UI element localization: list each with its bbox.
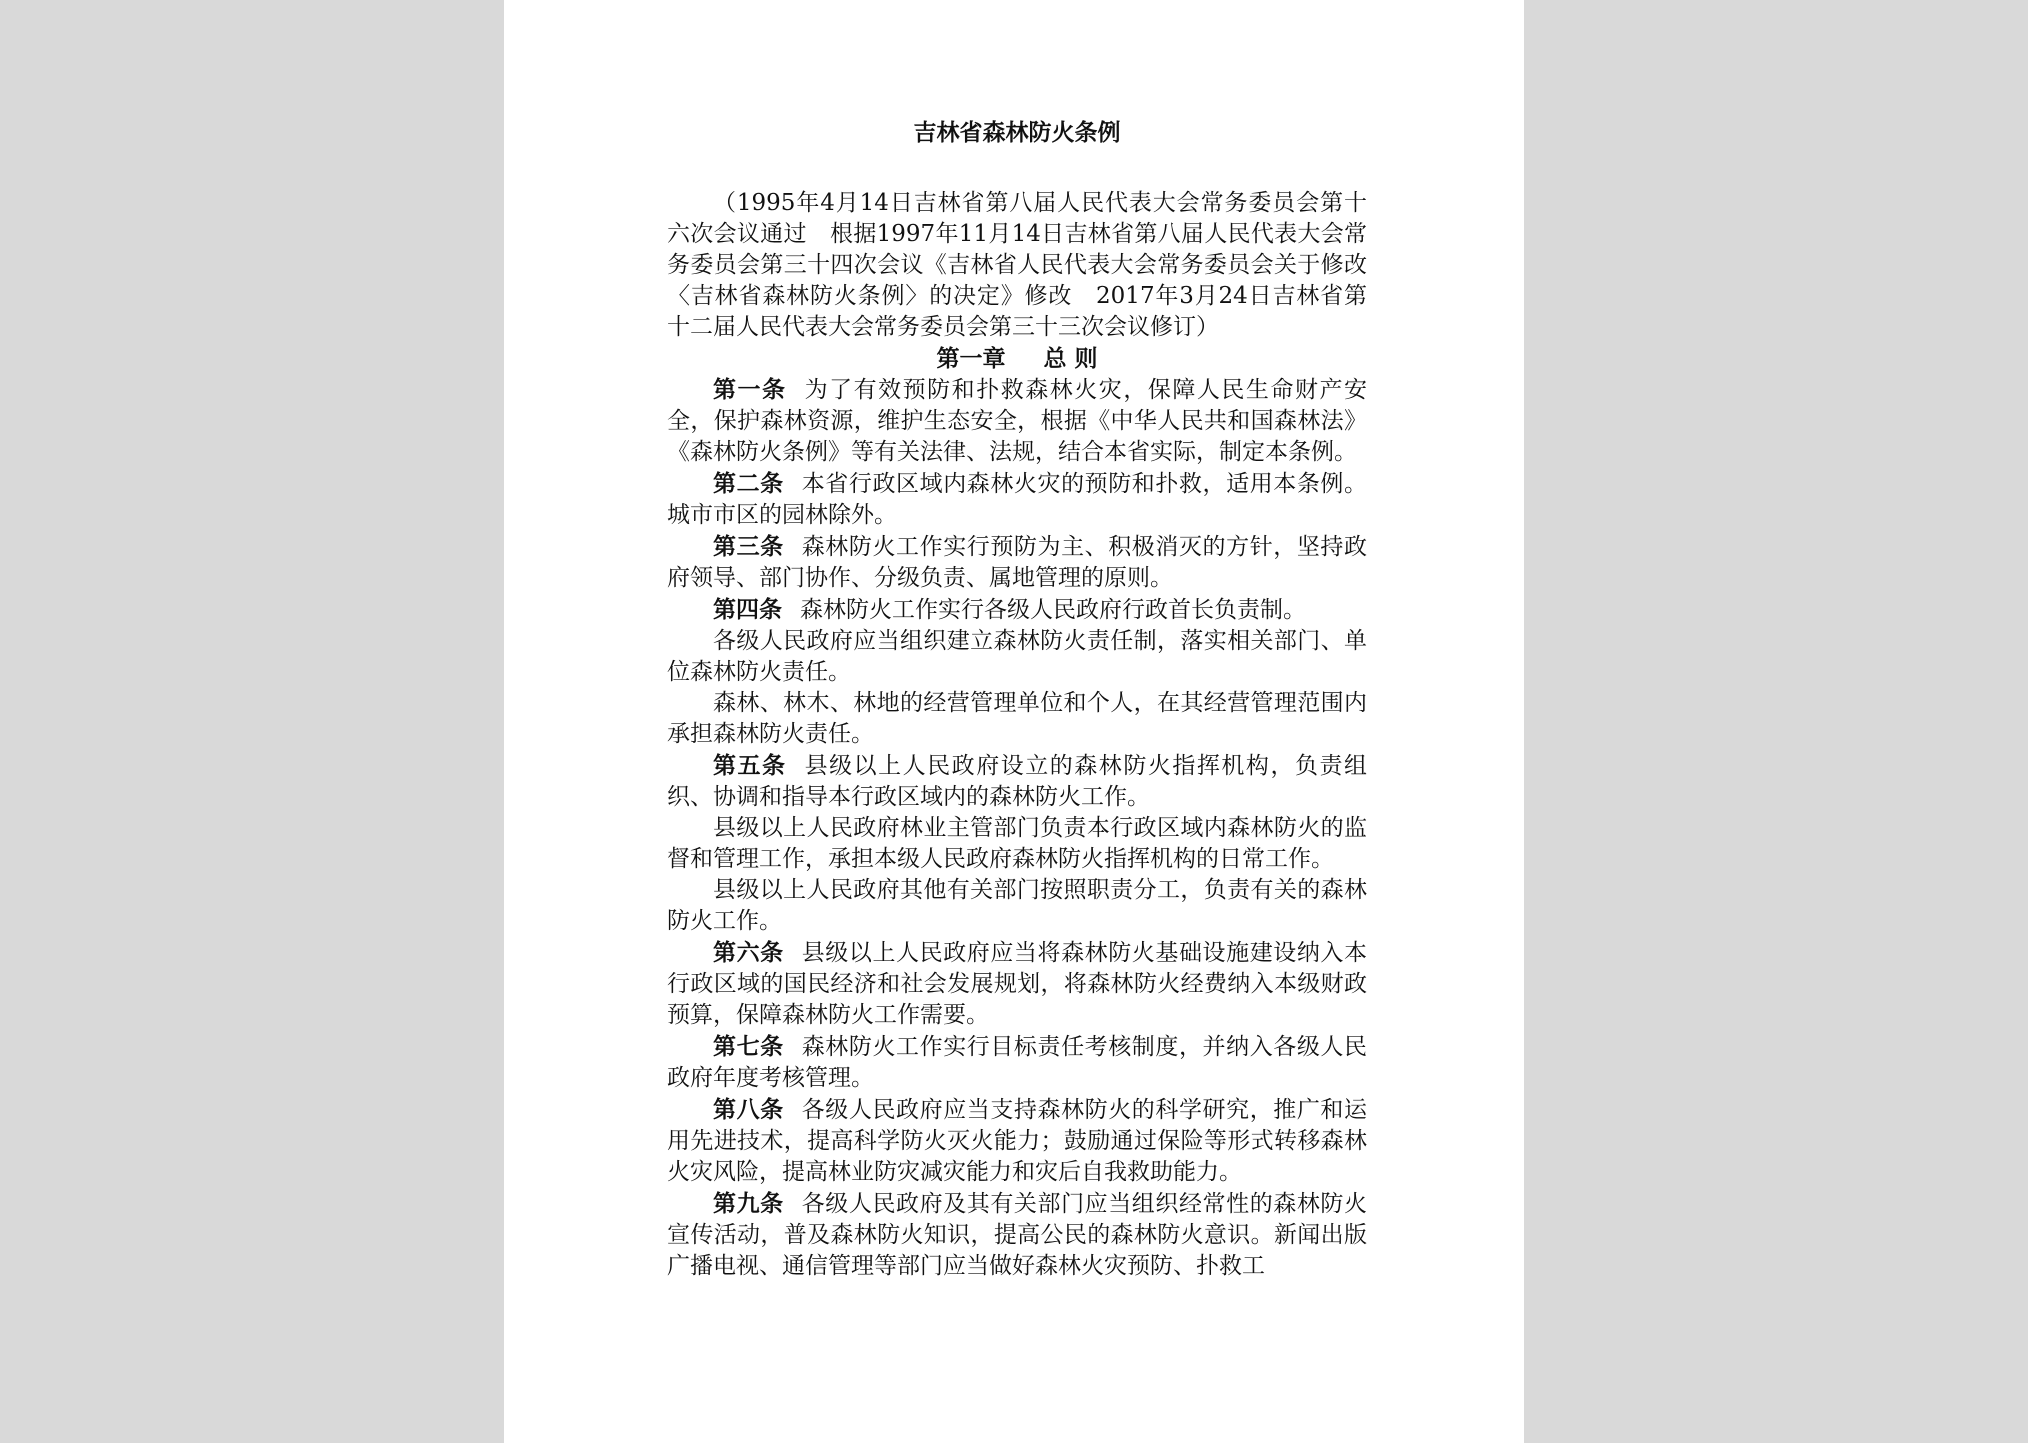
paragraph-text: 县级以上人民政府其他有关部门按照职责分工，负责有关的森林防火工作。 — [667, 877, 1367, 934]
page-content — [667, 118, 1367, 1282]
body-paragraph — [667, 626, 1367, 688]
article-paragraph — [667, 1094, 1367, 1188]
article-text: 县级以上人民政府设立的森林防火指挥机构，负责组织、协调和指导本行政区域内的森林防火工作。 — [667, 753, 1368, 810]
document-title: 吉林省森林防火条例 — [913, 119, 1121, 146]
chapter-number: 第一章 — [936, 345, 1006, 372]
document-preamble: （1995年4月14日吉林省第八届人民代表大会常务委员会第十六次会议通过 根据1997年11月14日吉林省第八届人民代表大会常务委员会第三十四次会议《吉林省人民代表大会常务委员会关于修改〈吉林省森林防火条例〉的决定》修改 2017年3月24日吉林省第十二届人民代表大会常务委员会第三十三次会议修订） — [667, 190, 1367, 340]
chapter-heading — [667, 343, 1367, 374]
body-paragraph — [667, 688, 1367, 750]
article-label: 第二条 — [713, 470, 784, 497]
article-label: 第八条 — [713, 1096, 784, 1123]
article-paragraph — [667, 374, 1367, 468]
article-paragraph — [667, 750, 1367, 813]
article-label: 第一条 — [713, 376, 787, 403]
article-paragraph — [667, 531, 1367, 594]
article-paragraph — [667, 937, 1367, 1031]
article-paragraph — [667, 1188, 1367, 1282]
article-paragraph — [667, 1031, 1367, 1094]
article-text: 县级以上人民政府应当将森林防火基础设施建设纳入本行政区域的国民经济和社会发展规划，将森林防火经费纳入本级财政预算，保障森林防火工作需要。 — [667, 940, 1368, 1028]
article-paragraph — [667, 594, 1367, 626]
article-text: 为了有效预防和扑救森林火灾，保障人民生命财产安全，保护森林资源，维护生态安全，根据《中华人民共和国森林法》《森林防火条例》等有关法律、法规，结合本省实际，制定本条例。 — [667, 377, 1368, 465]
body-paragraph — [667, 813, 1367, 875]
article-label: 第七条 — [713, 1033, 784, 1060]
paragraph-text: 县级以上人民政府林业主管部门负责本行政区域内森林防火的监督和管理工作，承担本级人民政府森林防火指挥机构的日常工作。 — [667, 815, 1367, 872]
body-paragraph — [667, 875, 1367, 937]
article-text: 森林防火工作实行目标责任考核制度，并纳入各级人民政府年度考核管理。 — [667, 1034, 1368, 1091]
article-label: 第六条 — [713, 939, 784, 966]
article-label: 第九条 — [713, 1190, 784, 1217]
article-text: 各级人民政府应当支持森林防火的科学研究，推广和运用先进技术，提高科学防火灭火能力；鼓励通过保险等形式转移森林火灾风险，提高林业防灾减灾能力和灾后自我救助能力。 — [667, 1097, 1368, 1185]
chapter-name: 总 则 — [1043, 345, 1098, 372]
article-text: 本省行政区域内森林火灾的预防和扑救，适用本条例。城市市区的园林除外。 — [667, 471, 1368, 528]
article-text: 森林防火工作实行各级人民政府行政首长负责制。 — [800, 597, 1306, 623]
article-label: 第三条 — [713, 533, 784, 560]
article-label: 第四条 — [713, 596, 782, 623]
document-page — [504, 0, 1524, 1443]
article-text: 各级人民政府及其有关部门应当组织经常性的森林防火宣传活动，普及森林防火知识，提高公民的森林防火意识。新闻出版广播电视、通信管理等部门应当做好森林火灾预防、扑救工 — [667, 1191, 1368, 1279]
article-text: 森林防火工作实行预防为主、积极消灭的方针，坚持政府领导、部门协作、分级负责、属地管理的原则。 — [667, 534, 1368, 591]
paragraph-text: 森林、林木、林地的经营管理单位和个人，在其经营管理范围内承担森林防火责任。 — [667, 690, 1367, 747]
paragraph-text: 各级人民政府应当组织建立森林防火责任制，落实相关部门、单位森林防火责任。 — [667, 628, 1367, 685]
article-label: 第五条 — [713, 752, 787, 779]
article-paragraph — [667, 468, 1367, 531]
